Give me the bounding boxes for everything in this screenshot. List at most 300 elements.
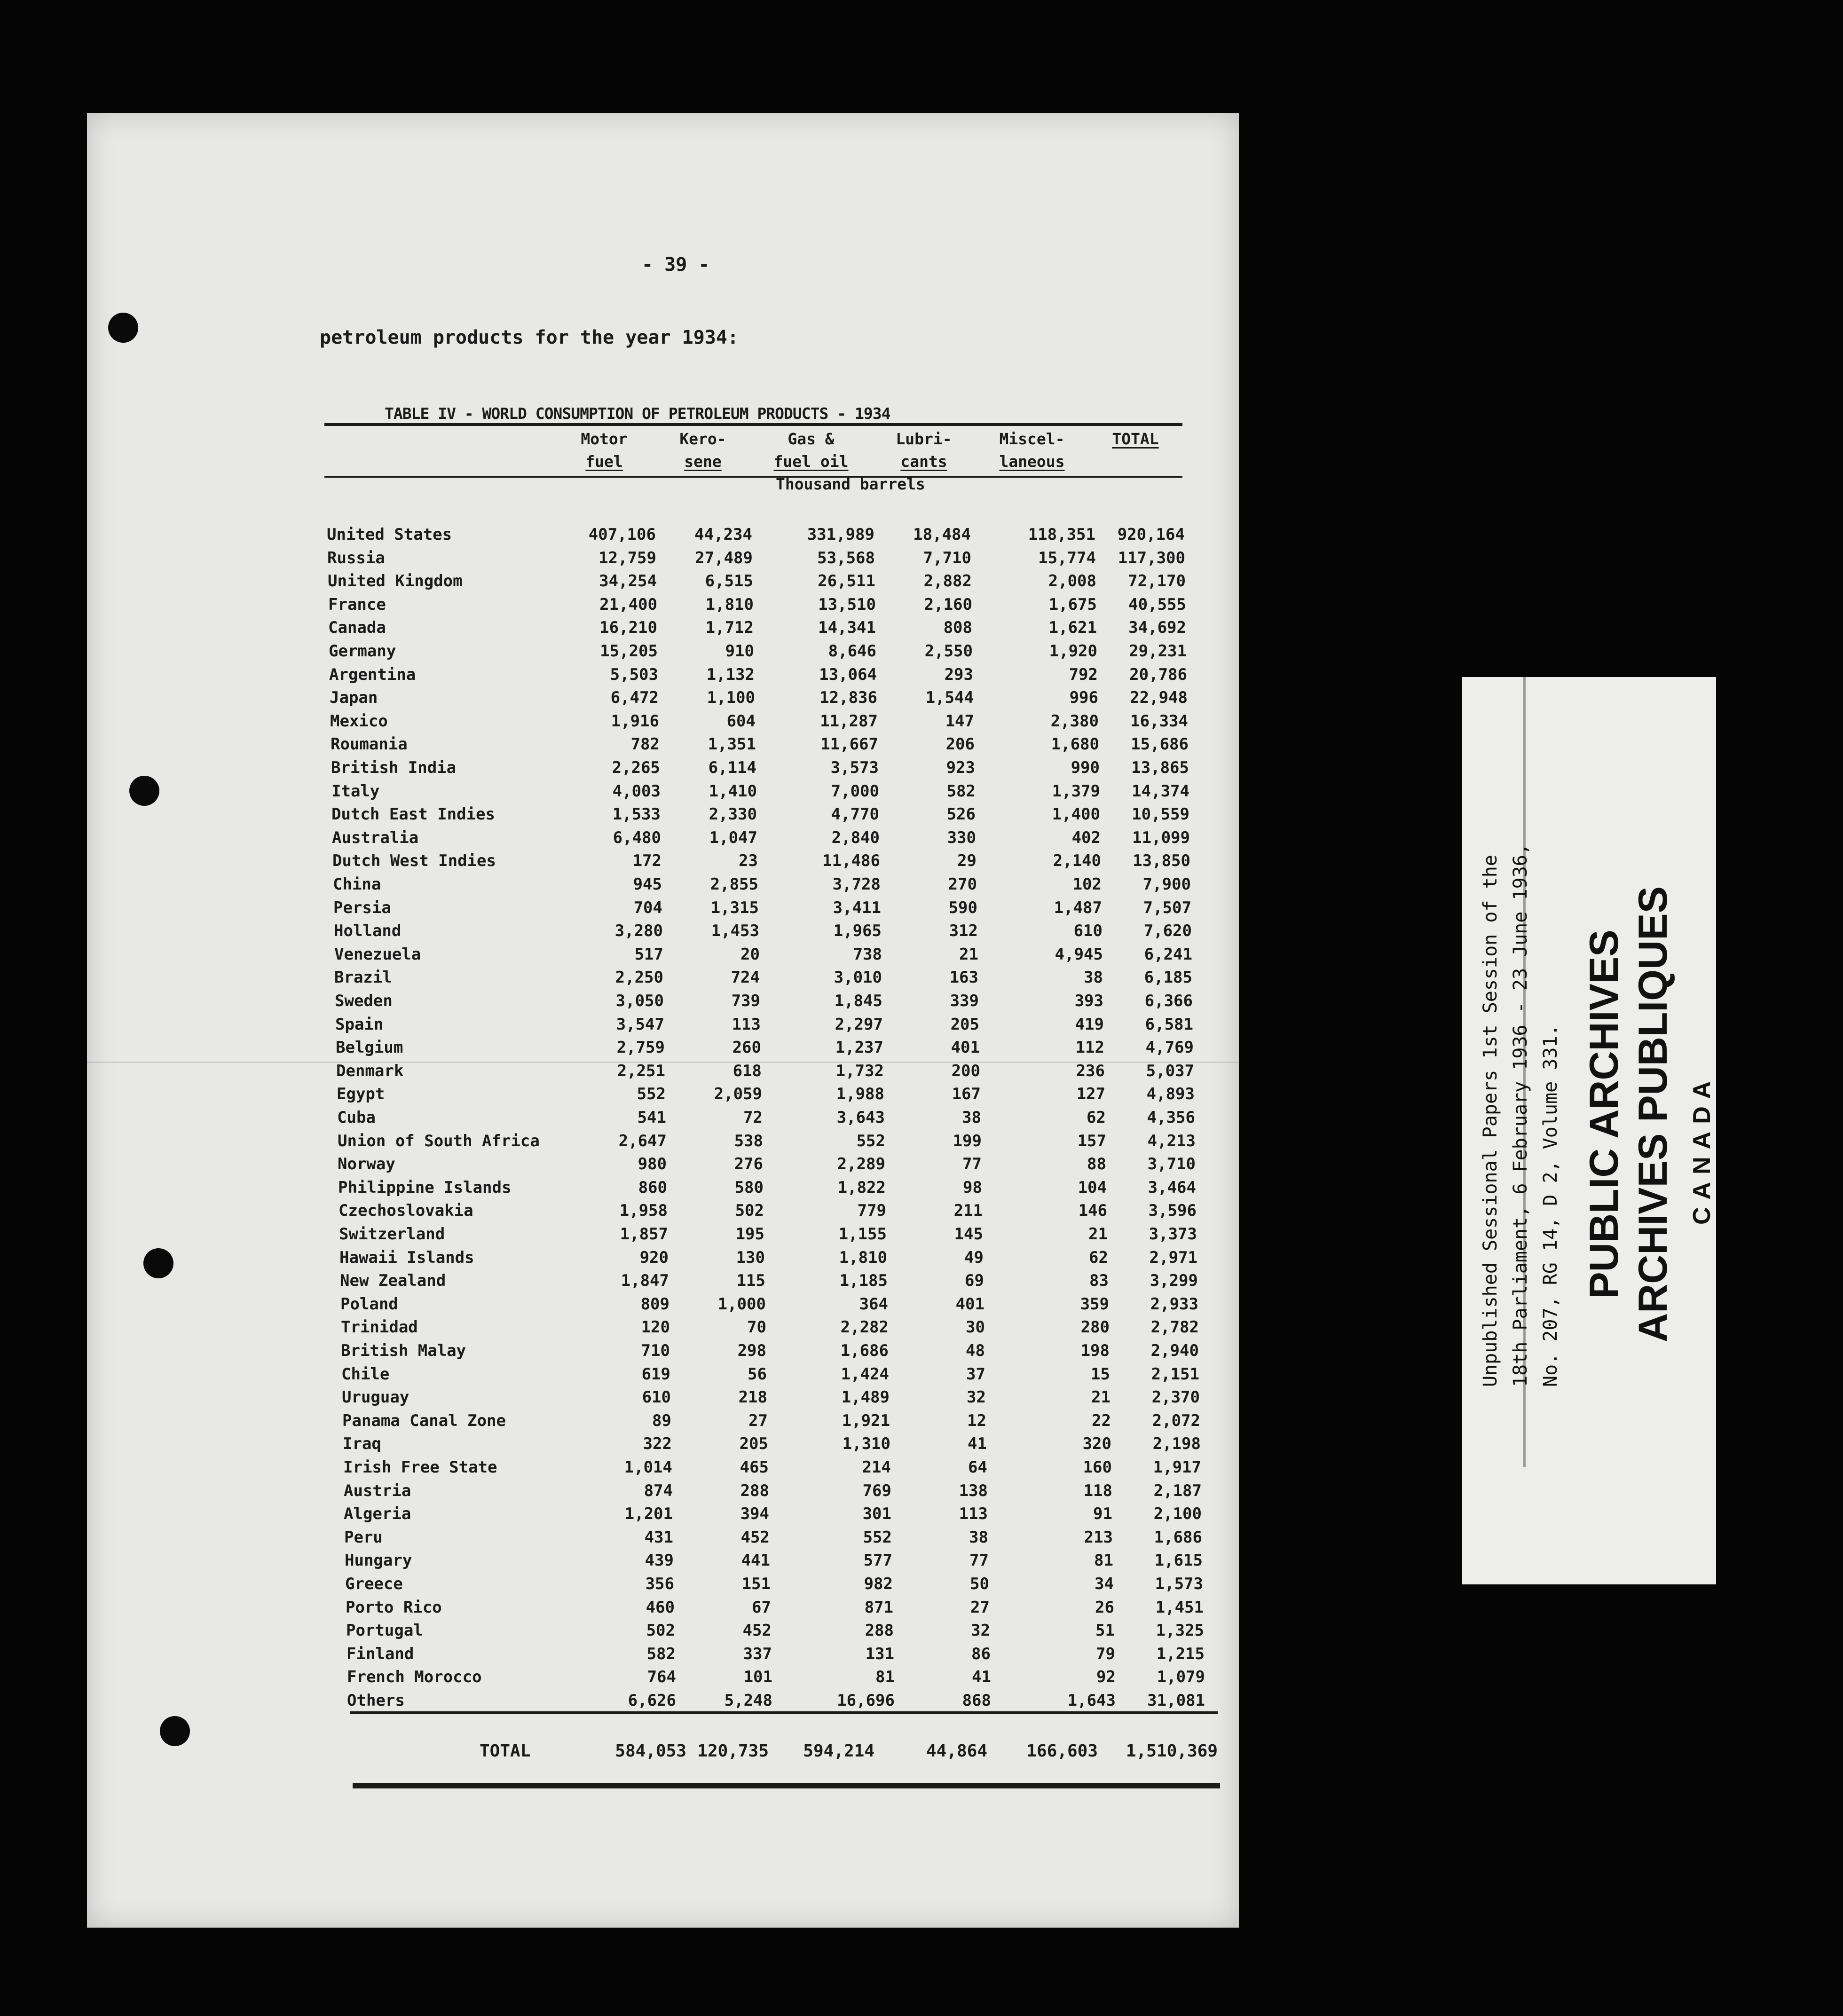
value-cell: 81 — [1094, 1551, 1113, 1570]
value-cell: 1,533 — [612, 805, 661, 824]
value-cell: 21 — [959, 945, 978, 964]
value-cell: 1,920 — [1049, 642, 1097, 661]
column-header-total: TOTAL — [1112, 430, 1159, 448]
value-cell: 51 — [1095, 1621, 1115, 1640]
country-name: Greece — [345, 1575, 403, 1593]
value-cell: 3,728 — [832, 875, 881, 894]
value-cell: 2,140 — [1053, 851, 1101, 871]
value-cell: 205 — [739, 1434, 768, 1454]
value-cell: 990 — [1071, 758, 1100, 777]
value-cell: 1,810 — [839, 1248, 887, 1267]
value-cell: 12,759 — [599, 548, 656, 567]
value-cell: 356 — [645, 1575, 674, 1593]
archive-country — [1688, 1074, 1716, 1225]
value-cell: 419 — [1075, 1015, 1104, 1034]
country-name: Dutch West Indies — [332, 851, 496, 871]
table-title: TABLE IV - WORLD CONSUMPTION OF PETROLEUM PRODUCTS - 1934 — [385, 404, 890, 423]
value-cell: 13,064 — [819, 665, 877, 684]
value-cell: 69 — [965, 1271, 984, 1291]
value-cell: 1,047 — [709, 828, 757, 847]
value-cell: 312 — [949, 921, 978, 941]
value-cell: 32 — [967, 1388, 986, 1407]
value-cell: 13,850 — [1133, 851, 1190, 871]
value-cell: 2,059 — [714, 1085, 762, 1104]
country-name: Russia — [327, 548, 385, 567]
value-cell: 322 — [643, 1434, 672, 1454]
value-cell: 160 — [1083, 1458, 1112, 1477]
value-cell: 517 — [634, 945, 663, 964]
country-name: Peru — [344, 1528, 383, 1547]
value-cell: 393 — [1074, 992, 1103, 1010]
value-cell: 6,241 — [1144, 945, 1192, 964]
country-name: Portugal — [346, 1621, 423, 1640]
value-cell: 6,581 — [1145, 1015, 1193, 1034]
value-cell: 145 — [954, 1225, 983, 1244]
country-name: United Kingdom — [328, 572, 463, 591]
value-cell: 1,000 — [717, 1294, 766, 1314]
page-number: - 39 - — [642, 254, 710, 276]
bottom-double-rule — [353, 1783, 1220, 1788]
country-name: Egypt — [337, 1085, 385, 1104]
value-cell: 20 — [740, 945, 760, 964]
value-cell: 21,400 — [599, 595, 657, 614]
value-cell: 502 — [646, 1621, 675, 1640]
country-name: Trinidad — [341, 1318, 418, 1337]
value-cell: 552 — [863, 1528, 892, 1547]
total-value-cell: 120,735 — [697, 1741, 769, 1761]
country-name: Hungary — [345, 1551, 412, 1570]
value-cell: 779 — [857, 1201, 886, 1221]
value-cell: 1,315 — [710, 898, 759, 917]
value-cell: 1,489 — [841, 1388, 890, 1407]
country-name: Spain — [335, 1015, 384, 1034]
value-cell: 34,692 — [1128, 618, 1186, 638]
value-cell: 809 — [640, 1294, 669, 1314]
value-cell: 117,300 — [1118, 548, 1185, 567]
value-cell: 1,810 — [705, 595, 754, 614]
value-cell: 298 — [737, 1341, 766, 1360]
total-value-cell: 44,864 — [926, 1741, 987, 1761]
value-cell: 29,231 — [1129, 642, 1187, 661]
value-cell: 1,965 — [833, 921, 882, 941]
value-cell: 104 — [1078, 1178, 1107, 1197]
value-cell: 1,686 — [840, 1341, 889, 1360]
value-cell: 538 — [734, 1131, 763, 1150]
intro-text: petroleum products for the year 1934: — [320, 327, 739, 348]
total-value-cell: 594,214 — [803, 1741, 874, 1761]
country-name: Japan — [330, 688, 378, 708]
value-cell: 98 — [963, 1178, 982, 1197]
value-cell: 2,160 — [924, 595, 972, 614]
value-cell: 1,410 — [709, 781, 757, 801]
value-cell: 131 — [865, 1644, 894, 1663]
value-cell: 337 — [743, 1644, 772, 1663]
value-cell: 769 — [862, 1481, 891, 1500]
value-cell: 118 — [1083, 1481, 1112, 1500]
value-cell: 339 — [950, 992, 979, 1010]
value-cell: 236 — [1076, 1061, 1105, 1080]
value-cell: 1,916 — [611, 711, 659, 731]
value-cell: 2,759 — [616, 1038, 665, 1057]
country-name: Brazil — [334, 968, 392, 987]
country-name: Dutch East Indies — [331, 805, 495, 824]
value-cell: 81 — [875, 1668, 895, 1687]
value-cell: 8,646 — [828, 642, 876, 661]
value-cell: 1,100 — [707, 688, 755, 708]
country-name: Union of South Africa — [338, 1131, 540, 1150]
archive-country-text: CANADA — [1688, 1073, 1716, 1225]
value-cell: 1,424 — [841, 1364, 889, 1384]
country-name: Iraq — [343, 1434, 381, 1454]
country-name: Switzerland — [339, 1225, 445, 1244]
value-cell: 526 — [946, 805, 976, 824]
value-cell: 4,003 — [612, 781, 661, 801]
value-cell: 163 — [949, 968, 978, 987]
value-cell: 91 — [1093, 1504, 1112, 1524]
value-cell: 26 — [1095, 1598, 1114, 1617]
value-cell: 1,847 — [621, 1271, 669, 1291]
value-cell: 1,712 — [705, 618, 754, 638]
value-cell: 2,100 — [1153, 1504, 1202, 1524]
value-cell: 101 — [743, 1668, 772, 1687]
value-cell: 34 — [1095, 1575, 1114, 1593]
value-cell: 1,215 — [1156, 1644, 1205, 1663]
value-cell: 15 — [1091, 1364, 1110, 1384]
value-cell: 980 — [638, 1155, 667, 1174]
value-cell: 23 — [739, 851, 758, 871]
value-cell: 198 — [1080, 1341, 1110, 1360]
country-name: British India — [331, 758, 457, 777]
value-cell: 590 — [948, 898, 977, 917]
value-cell: 112 — [1075, 1038, 1104, 1057]
value-cell: 582 — [646, 1644, 676, 1663]
value-cell: 79 — [1096, 1644, 1115, 1663]
value-cell: 2,882 — [923, 572, 972, 591]
units-label: Thousand barrels — [776, 475, 925, 493]
punch-hole — [108, 313, 138, 343]
value-cell: 20,786 — [1129, 665, 1187, 684]
value-cell: 50 — [970, 1575, 989, 1593]
value-cell: 320 — [1082, 1434, 1111, 1454]
value-cell: 3,464 — [1148, 1178, 1196, 1197]
value-cell: 15,686 — [1131, 735, 1189, 754]
value-cell: 871 — [864, 1598, 893, 1617]
value-cell: 764 — [647, 1668, 676, 1687]
country-name: Norway — [338, 1155, 395, 1174]
value-cell: 1,400 — [1052, 805, 1100, 824]
value-cell: 11,287 — [820, 711, 878, 731]
value-cell: 6,515 — [705, 572, 753, 591]
value-cell: 1,487 — [1054, 898, 1102, 917]
value-cell: 270 — [948, 875, 977, 894]
value-cell: 2,187 — [1153, 1481, 1202, 1500]
total-value-cell: 1,510,369 — [1126, 1741, 1218, 1761]
value-cell: 1,822 — [837, 1178, 886, 1197]
value-cell: 1,185 — [839, 1271, 888, 1291]
country-name: Australia — [332, 828, 419, 847]
value-cell: 15,205 — [600, 642, 658, 661]
value-cell: 1,621 — [1048, 618, 1097, 638]
value-cell: 552 — [856, 1131, 885, 1150]
value-cell: 4,769 — [1145, 1038, 1194, 1057]
value-cell: 37 — [966, 1364, 985, 1384]
value-cell: 920 — [639, 1248, 669, 1267]
value-cell: 62 — [1087, 1108, 1106, 1127]
country-name: Canada — [328, 618, 386, 638]
value-cell: 2,330 — [709, 805, 757, 824]
value-cell: 465 — [740, 1458, 769, 1477]
value-cell: 14,374 — [1132, 781, 1189, 801]
value-cell: 2,370 — [1151, 1388, 1200, 1407]
value-cell: 610 — [1073, 921, 1103, 941]
value-cell: 945 — [633, 875, 662, 894]
value-cell: 2,297 — [835, 1015, 883, 1034]
value-cell: 577 — [863, 1551, 892, 1570]
value-cell: 2,282 — [840, 1318, 889, 1337]
value-cell: 7,000 — [831, 781, 879, 801]
value-cell: 41 — [968, 1434, 987, 1454]
value-cell: 11,099 — [1132, 828, 1190, 847]
value-cell: 364 — [859, 1294, 888, 1314]
archive-title — [1580, 856, 1678, 1373]
value-cell: 5,248 — [724, 1691, 772, 1710]
country-name: Finland — [347, 1644, 414, 1663]
value-cell: 288 — [740, 1481, 769, 1500]
value-cell: 2,251 — [617, 1061, 665, 1080]
value-cell: 38 — [1084, 968, 1103, 987]
value-cell: 782 — [630, 735, 660, 754]
value-cell: 441 — [741, 1551, 770, 1570]
value-cell: 62 — [1089, 1248, 1108, 1267]
value-cell: 874 — [644, 1481, 673, 1500]
value-cell: 7,710 — [923, 548, 971, 567]
value-cell: 13,510 — [818, 595, 876, 614]
value-cell: 1,643 — [1067, 1691, 1116, 1710]
value-cell: 213 — [1084, 1528, 1113, 1547]
country-name: Philippine Islands — [338, 1178, 512, 1197]
value-cell: 439 — [645, 1551, 674, 1570]
value-cell: 280 — [1080, 1318, 1110, 1337]
value-cell: 88 — [1087, 1155, 1106, 1174]
value-cell: 704 — [633, 898, 662, 917]
value-cell: 120 — [641, 1318, 670, 1337]
value-cell: 4,893 — [1146, 1085, 1195, 1104]
value-cell: 3,596 — [1148, 1201, 1197, 1221]
value-cell: 218 — [738, 1388, 767, 1407]
value-cell: 1,451 — [1155, 1598, 1204, 1617]
value-cell: 1,686 — [1154, 1528, 1202, 1547]
value-cell: 710 — [641, 1341, 670, 1360]
value-cell: 4,213 — [1147, 1131, 1196, 1150]
value-cell: 604 — [726, 711, 756, 731]
value-cell: 21 — [1088, 1225, 1108, 1244]
value-cell: 29 — [957, 851, 977, 871]
country-name: Uruguay — [342, 1388, 410, 1407]
value-cell: 115 — [736, 1271, 765, 1291]
value-cell: 30 — [966, 1318, 985, 1337]
value-cell: 1,132 — [706, 665, 755, 684]
value-cell: 1,921 — [842, 1411, 890, 1430]
value-cell: 868 — [962, 1691, 991, 1710]
value-cell: 2,971 — [1149, 1248, 1197, 1267]
value-cell: 83 — [1089, 1271, 1109, 1291]
value-cell: 2,008 — [1048, 572, 1096, 591]
value-cell: 21 — [1091, 1388, 1111, 1407]
value-cell: 151 — [741, 1575, 771, 1593]
value-cell: 552 — [637, 1085, 666, 1104]
value-cell: 3,710 — [1147, 1155, 1196, 1174]
country-name: Venezuela — [334, 945, 421, 964]
value-cell: 48 — [966, 1341, 985, 1360]
value-cell: 138 — [959, 1481, 988, 1500]
value-cell: 1,845 — [834, 992, 882, 1010]
value-cell: 394 — [740, 1504, 769, 1524]
value-cell: 407,106 — [588, 525, 656, 544]
value-cell: 808 — [943, 618, 972, 638]
value-cell: 11,667 — [820, 735, 878, 754]
value-cell: 5,037 — [1146, 1061, 1194, 1080]
country-name: Argentina — [329, 665, 416, 684]
value-cell: 6,114 — [708, 758, 756, 777]
value-cell: 64 — [968, 1458, 987, 1477]
value-cell: 1,988 — [836, 1085, 884, 1104]
value-cell: 12 — [967, 1411, 986, 1430]
country-name: Poland — [340, 1294, 398, 1314]
value-cell: 1,379 — [1052, 781, 1100, 801]
value-cell: 1,453 — [711, 921, 759, 941]
value-cell: 738 — [853, 945, 882, 964]
value-cell: 172 — [632, 851, 662, 871]
value-cell: 1,573 — [1155, 1575, 1203, 1593]
country-name: China — [333, 875, 381, 894]
value-cell: 996 — [1069, 688, 1098, 708]
value-cell: 1,079 — [1157, 1668, 1205, 1687]
value-cell: 44,234 — [694, 525, 752, 544]
value-cell: 502 — [735, 1201, 764, 1221]
value-cell: 2,933 — [1150, 1294, 1198, 1314]
country-name: British Malay — [341, 1341, 466, 1360]
archive-citation — [1475, 843, 1566, 1387]
citation-line-2: 18th Parliament, 6 February 1936 - 23 June 1936, — [1510, 843, 1531, 1387]
value-cell: 1,310 — [842, 1434, 890, 1454]
value-cell: 1,201 — [624, 1504, 673, 1524]
value-cell: 431 — [644, 1528, 673, 1547]
value-cell: 34,254 — [599, 572, 657, 591]
value-cell: 10,559 — [1132, 805, 1189, 824]
column-header-gas-fuel-oil: Gas & fuel oil — [773, 430, 849, 471]
country-name: Italy — [331, 781, 380, 801]
value-cell: 920,164 — [1117, 525, 1185, 544]
value-cell: 16,210 — [599, 618, 657, 638]
value-cell: 147 — [945, 711, 974, 731]
value-cell: 206 — [945, 735, 975, 754]
value-cell: 330 — [947, 828, 976, 847]
value-cell: 53,568 — [817, 548, 875, 567]
value-cell: 1,675 — [1048, 595, 1097, 614]
country-name: Algeria — [344, 1504, 411, 1524]
country-name: Roumania — [331, 735, 408, 754]
value-cell: 619 — [641, 1364, 670, 1384]
country-name: Persia — [333, 898, 391, 917]
value-cell: 38 — [969, 1528, 988, 1547]
value-cell: 26,511 — [818, 572, 875, 591]
value-cell: 331,989 — [807, 525, 874, 544]
punch-hole — [143, 1248, 173, 1278]
value-cell: 12,836 — [819, 688, 877, 708]
value-cell: 16,696 — [837, 1691, 895, 1710]
value-cell: 1,615 — [1154, 1551, 1203, 1570]
value-cell: 77 — [962, 1155, 982, 1174]
value-cell: 610 — [642, 1388, 671, 1407]
value-cell: 72 — [743, 1108, 763, 1127]
country-name: Cuba — [337, 1108, 376, 1127]
value-cell: 31,081 — [1147, 1691, 1205, 1710]
value-cell: 127 — [1076, 1085, 1105, 1104]
column-header-miscellaneous: Miscel- laneous — [999, 430, 1065, 471]
value-cell: 70 — [747, 1318, 766, 1337]
value-cell: 118,351 — [1028, 525, 1095, 544]
value-cell: 3,280 — [614, 921, 663, 941]
value-cell: 113 — [732, 1015, 761, 1034]
country-name: Austria — [344, 1481, 411, 1500]
value-cell: 724 — [731, 968, 760, 987]
value-cell: 982 — [864, 1575, 893, 1593]
value-cell: 2,151 — [1151, 1364, 1199, 1384]
total-top-rule — [350, 1711, 1218, 1714]
value-cell: 15,774 — [1038, 548, 1096, 567]
value-cell: 92 — [1096, 1668, 1116, 1687]
total-label: TOTAL — [480, 1741, 531, 1761]
value-cell: 1,544 — [925, 688, 974, 708]
value-cell: 6,472 — [610, 688, 659, 708]
country-name: Panama Canal Zone — [342, 1411, 506, 1430]
value-cell: 157 — [1077, 1131, 1106, 1150]
country-name: Denmark — [336, 1061, 404, 1080]
value-cell: 2,380 — [1050, 711, 1099, 731]
value-cell: 739 — [731, 992, 760, 1010]
value-cell: 288 — [865, 1621, 894, 1640]
value-cell: 7,507 — [1143, 898, 1191, 917]
total-value-cell: 166,603 — [1026, 1741, 1098, 1761]
value-cell: 452 — [742, 1621, 772, 1640]
country-name: New Zealand — [340, 1271, 446, 1291]
archive-title-fr: ARCHIVES PUBLIQUES — [1630, 886, 1676, 1343]
value-cell: 2,840 — [831, 828, 880, 847]
value-cell: 4,356 — [1147, 1108, 1195, 1127]
value-cell: 6,185 — [1144, 968, 1192, 987]
value-cell: 205 — [950, 1015, 979, 1034]
value-cell: 22,948 — [1130, 688, 1188, 708]
column-header-lubricants: Lubri- cants — [896, 430, 952, 471]
value-cell: 1,325 — [1156, 1621, 1204, 1640]
value-cell: 1,857 — [620, 1225, 668, 1244]
value-cell: 6,480 — [613, 828, 661, 847]
value-cell: 2,550 — [924, 642, 973, 661]
value-cell: 2,647 — [618, 1131, 667, 1150]
value-cell: 214 — [862, 1458, 891, 1477]
country-name: United States — [327, 525, 452, 544]
value-cell: 401 — [955, 1294, 985, 1314]
value-cell: 2,072 — [1152, 1411, 1200, 1430]
country-name: Hawaii Islands — [339, 1248, 474, 1267]
value-cell: 89 — [652, 1411, 671, 1430]
value-cell: 6,366 — [1144, 992, 1193, 1010]
value-cell: 923 — [946, 758, 975, 777]
value-cell: 1,732 — [835, 1061, 884, 1080]
value-cell: 2,940 — [1150, 1341, 1199, 1360]
value-cell: 3,643 — [836, 1108, 885, 1127]
country-name: Mexico — [330, 711, 388, 731]
